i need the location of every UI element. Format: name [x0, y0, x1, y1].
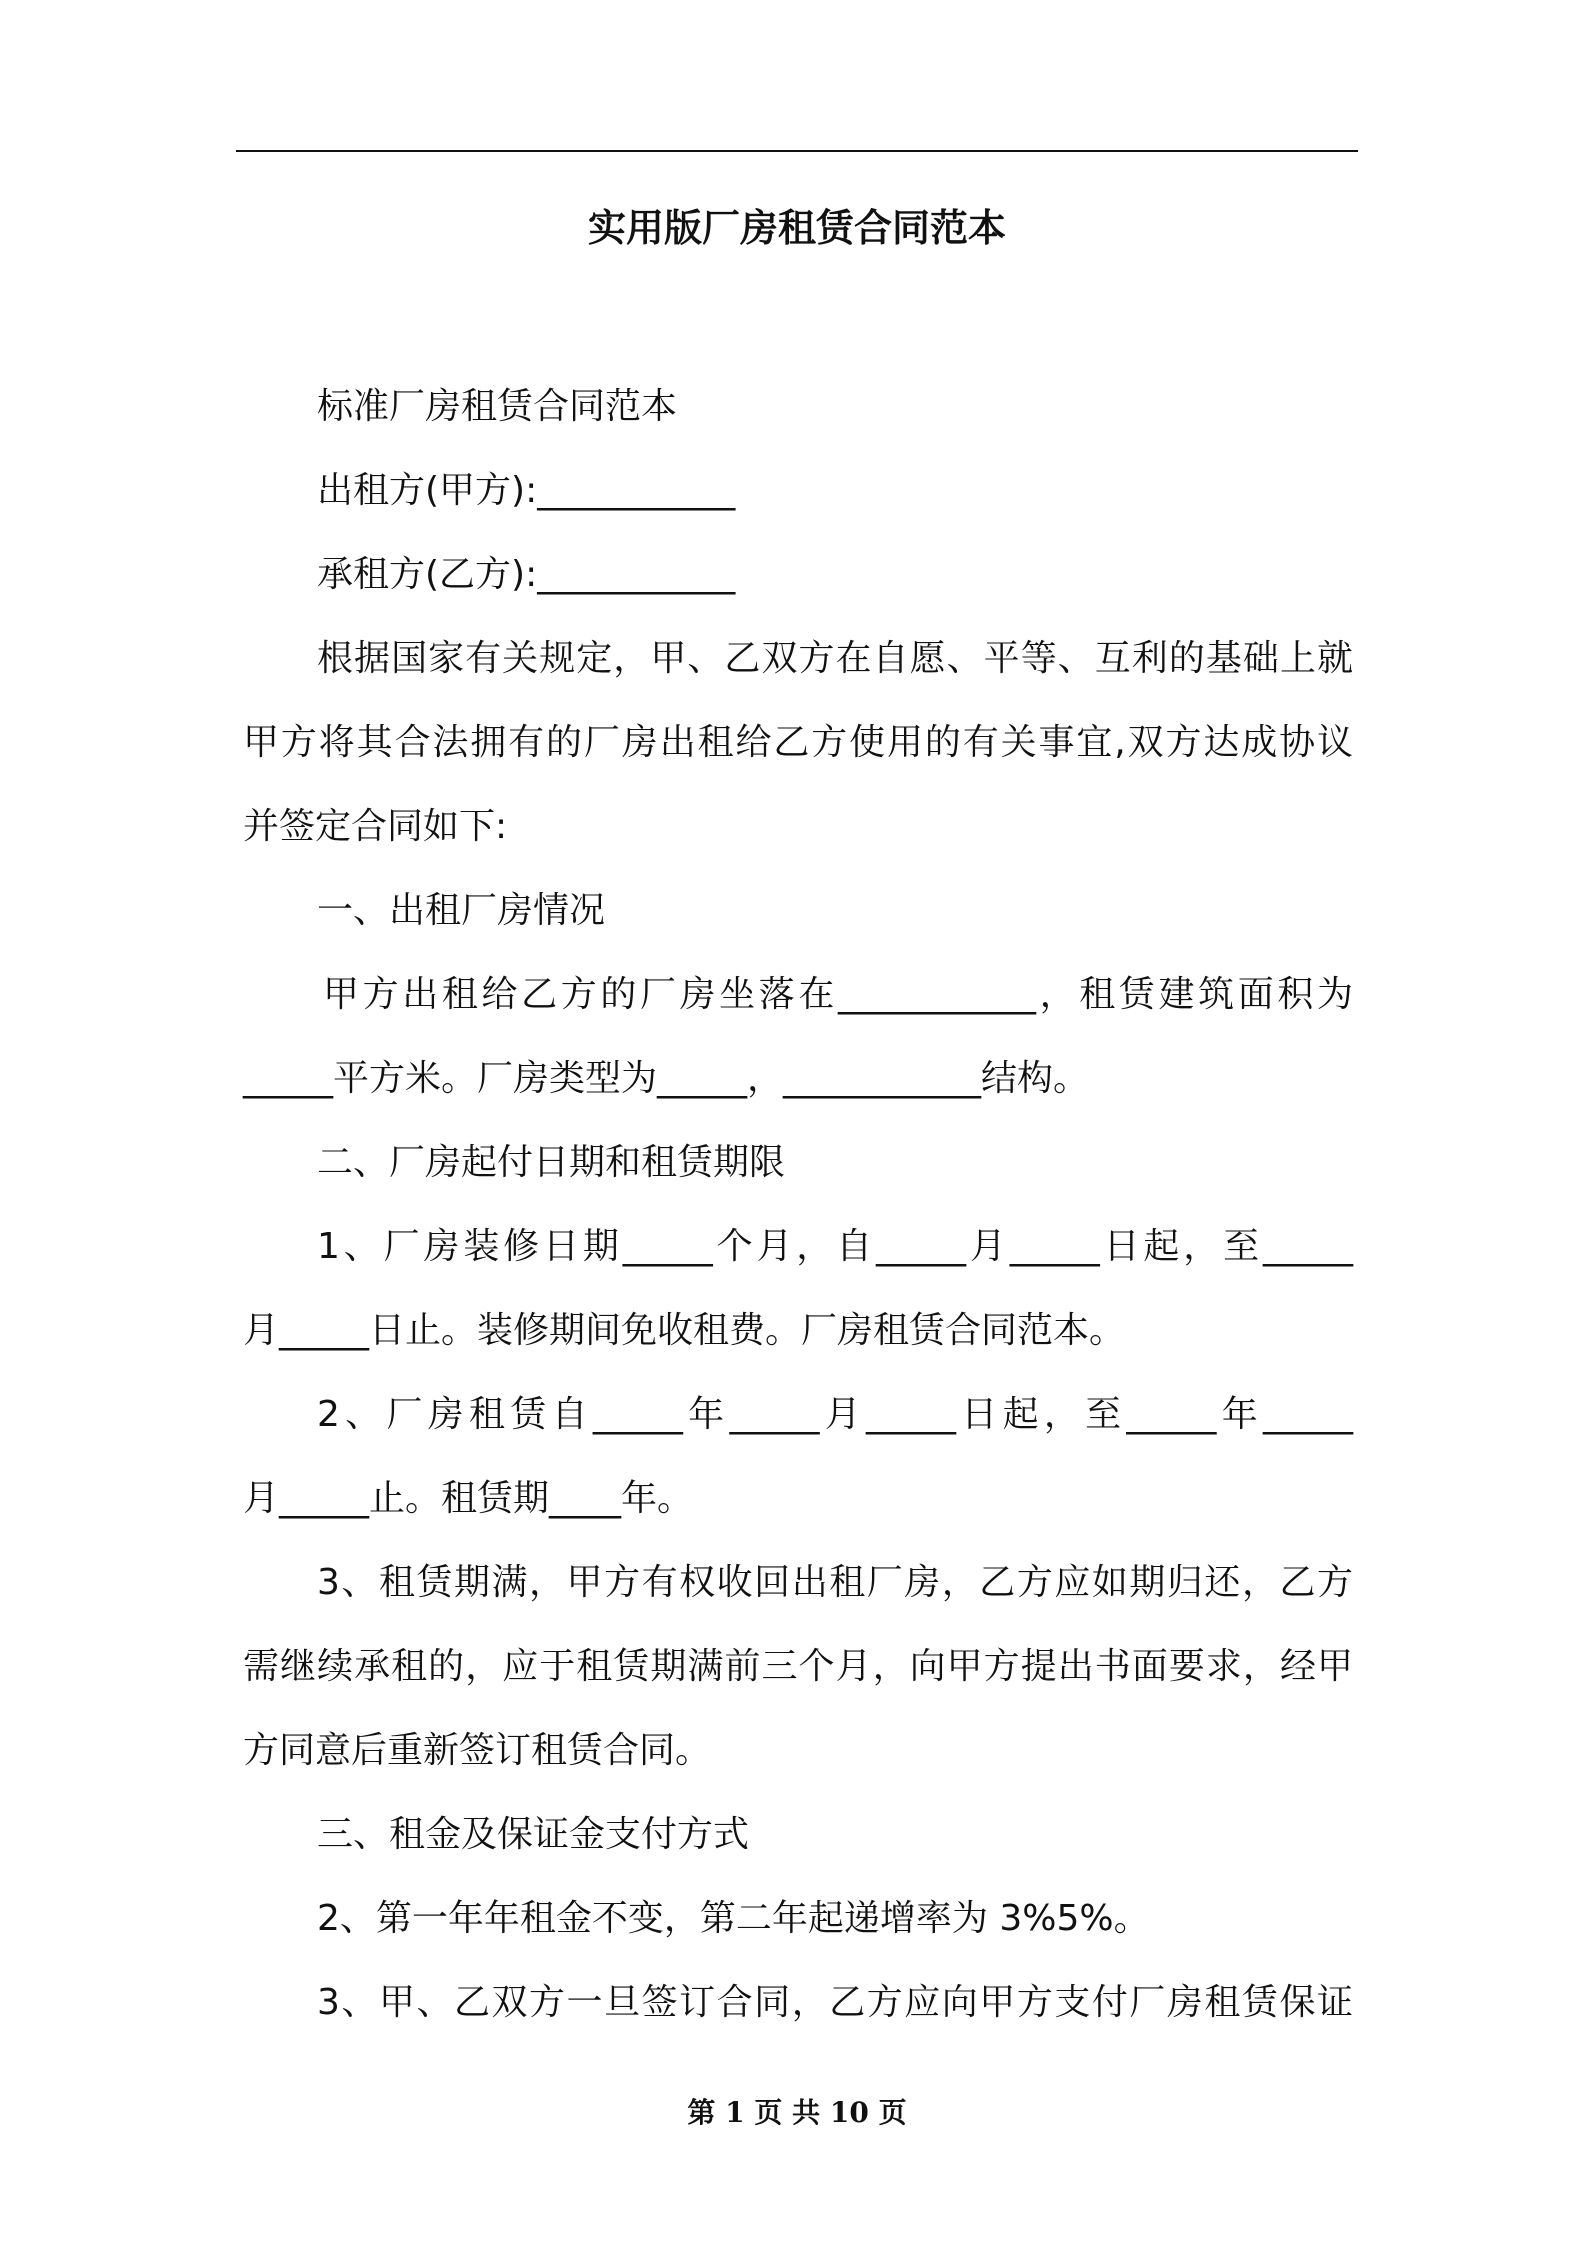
body-line: 月_____日止。装修期间免收租费。厂房租赁合同范本。: [243, 1310, 1126, 1351]
body-line: 方同意后重新签订租赁合同。: [243, 1730, 712, 1771]
section-heading-1: 一、出租厂房情况: [317, 890, 606, 931]
body-line: 根据国家有关规定，甲、乙双方在自愿、平等、互利的基础上就: [317, 638, 1353, 679]
body-line: 并签定合同如下:: [243, 806, 508, 847]
body-line: 2、第一年年租金不变，第二年起递增率为 3%5%。: [317, 1898, 1150, 1939]
section-heading-3: 三、租金及保证金支付方式: [317, 1814, 750, 1855]
body-line: 3、甲、乙双方一旦签订合同，乙方应向甲方支付厂房租赁保证: [317, 1982, 1353, 2023]
header-rule: [236, 150, 1358, 152]
body-line: _____平方米。厂房类型为_____，___________结构。: [243, 1058, 1090, 1099]
document-title: 实用版厂房租赁合同范本: [587, 206, 1006, 250]
body-line: 甲方出租给乙方的厂房坐落在___________，租赁建筑面积为: [323, 974, 1353, 1015]
body-line-lessee: 承租方(乙方):___________: [317, 554, 736, 595]
document-body: [243, 365, 1353, 2045]
page-number-footer: 第 1 页 共 10 页: [687, 2096, 907, 2129]
body-line: 1、厂房装修日期_____个月，自_____月_____日起，至_____: [317, 1226, 1353, 1267]
body-line: 甲方将其合法拥有的厂房出租给乙方使用的有关事宜,双方达成协议: [243, 722, 1353, 763]
body-line: 2、厂房租赁自_____年_____月_____日起，至_____年_____: [317, 1394, 1353, 1435]
body-line: 需继续承租的，应于租赁期满前三个月，向甲方提出书面要求，经甲: [243, 1646, 1353, 1687]
body-line-subtitle: 标准厂房租赁合同范本: [317, 386, 678, 427]
body-line: 月_____止。租赁期____年。: [243, 1478, 694, 1519]
body-line-lessor: 出租方(甲方):___________: [317, 470, 736, 511]
body-line: 3、租赁期满，甲方有权收回出租厂房，乙方应如期归还，乙方: [317, 1562, 1353, 1603]
section-heading-2: 二、厂房起付日期和租赁期限: [317, 1142, 786, 1183]
